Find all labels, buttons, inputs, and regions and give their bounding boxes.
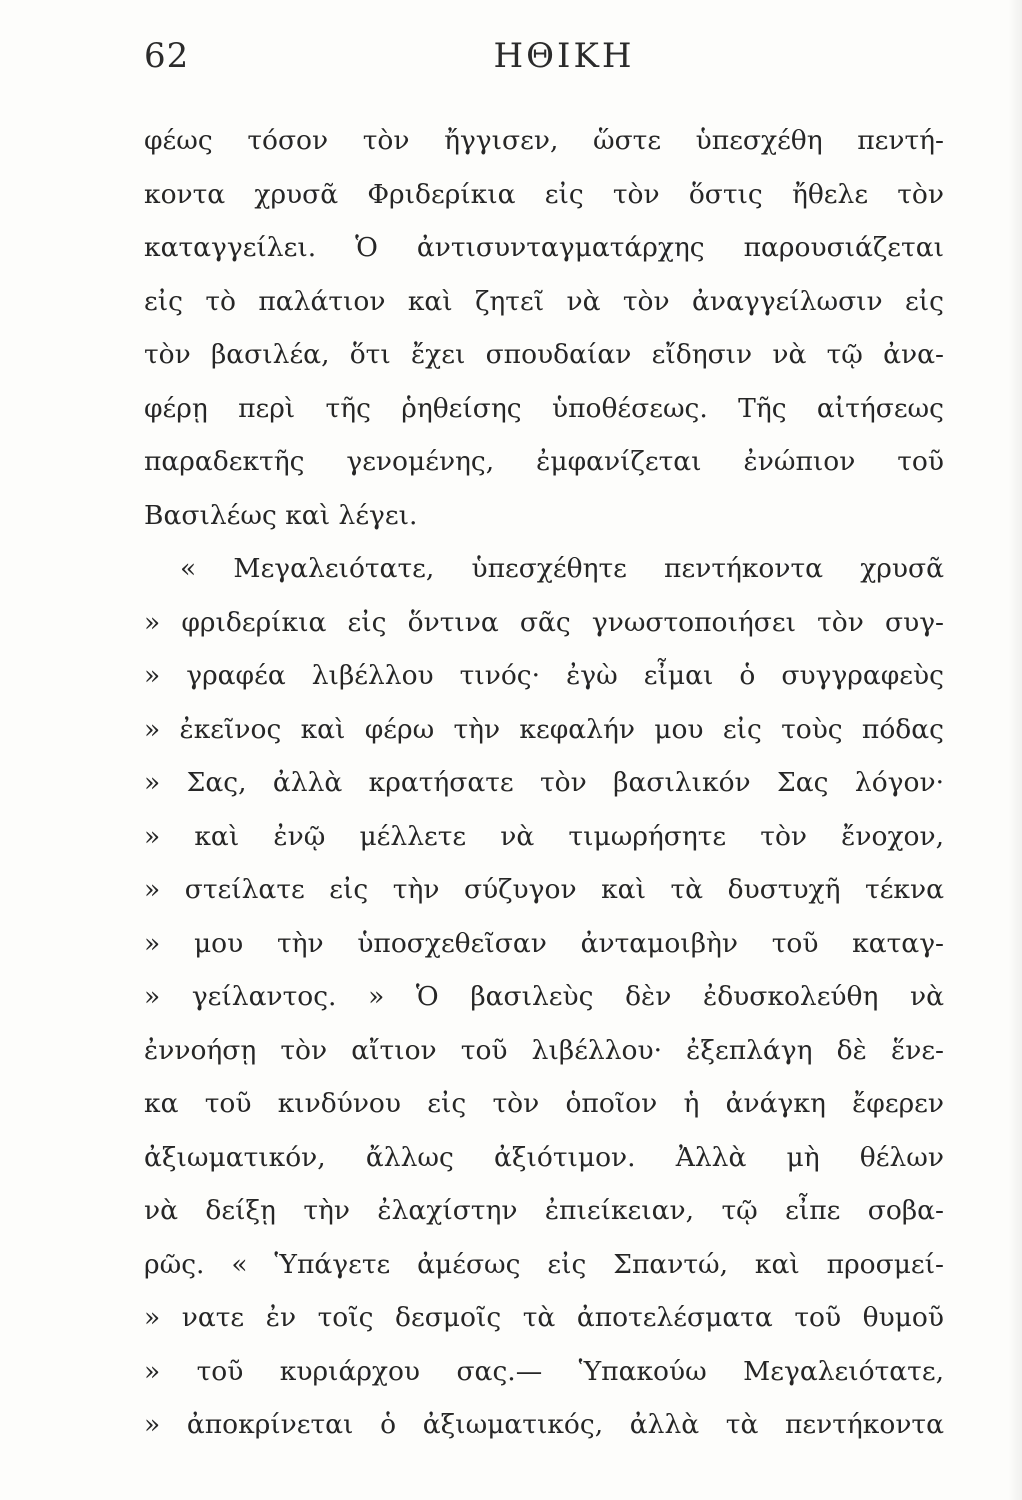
page-number: 62 <box>144 36 190 76</box>
text-line: ἐννοήσῃ τὸν αἴτιον τοῦ λιβέλλου· ἐξεπλάγη δὲ ἕνε- <box>144 1034 944 1066</box>
text-line: » Σας, ἀλλὰ κρατήσατε τὸν βασιλικόν Σας λόγον· <box>144 767 944 798</box>
text-line: τὸν βασιλέα, ὅτι ἔχει σπουδαίαν εἴδησιν νὰ τῷ ἀνα- <box>144 339 944 370</box>
text-line: » στείλατε εἰς τὴν σύζυγον καὶ τὰ δυστυχῆ τέκνα <box>144 874 944 905</box>
text-line: ἀξιωματικόν, ἄλλως ἀξιότιμον. Ἀλλὰ μὴ θέλων <box>144 1141 944 1173</box>
text-line: κα τοῦ κινδύνου εἰς τὸν ὁποῖον ἡ ἀνάγκη ἔφερεν <box>144 1088 944 1119</box>
text-line: » τοῦ κυριάρχου σας.— Ὑπακούω Μεγαλειότατε, <box>144 1355 944 1387</box>
body-text <box>144 114 944 1452</box>
text-line: φέρῃ περὶ τῆς ῥηθείσης ὑποθέσεως. Τῆς αἰτήσεως <box>144 392 944 424</box>
text-line: ρῶς. « Ὑπάγετε ἀμέσως εἰς Σπαντώ, καὶ προσμεί- <box>144 1248 944 1280</box>
text-line: νὰ δείξῃ τὴν ἐλαχίστην ἐπιείκειαν, τῷ εἶπε σοβα- <box>144 1195 944 1226</box>
text-line: παραδεκτῆς γενομένης, ἐμφανίζεται ἐνώπιον τοῦ <box>144 446 944 477</box>
text-line: κοντα χρυσᾶ Φριδερίκια εἰς τὸν ὅστις ἤθελε τὸν <box>144 178 944 210</box>
text-line: » ἐκεῖνος καὶ φέρω τὴν κεφαλήν μου εἰς τοὺς πόδας <box>144 713 944 745</box>
text-line: » γραφέα λιβέλλου τινός· ἐγὼ εἶμαι ὁ συγγραφεὺς <box>144 660 944 691</box>
text-line: » καὶ ἐνῷ μέλλετε νὰ τιμωρήσητε τὸν ἔνοχον, <box>144 820 944 852</box>
text-line: εἰς τὸ παλάτιον καὶ ζητεῖ νὰ τὸν ἀναγγείλωσιν εἰς <box>144 285 944 317</box>
page-edge-shadow <box>1008 0 1022 1500</box>
running-head <box>144 28 944 88</box>
text-line: Βασιλέως καὶ λέγει. <box>144 499 418 531</box>
text-line: » ἀποκρίνεται ὁ ἀξιωματικός, ἀλλὰ τὰ πεντήκοντα <box>144 1409 944 1440</box>
text-line: « Μεγαλειότατε, ὑπεσχέθητε πεντήκοντα χρυσᾶ <box>180 553 944 584</box>
text-line: » γείλαντος. » Ὁ βασιλεὺς δὲν ἐδυσκολεύθη νὰ <box>144 981 944 1012</box>
text-line: » μου τὴν ὑποσχεθεῖσαν ἀνταμοιβὴν τοῦ καταγ- <box>144 927 944 959</box>
text-line: καταγγείλει. Ὁ ἀντισυνταγματάρχης παρουσιάζεται <box>144 232 944 263</box>
text-line: » νατε ἐν τοῖς δεσμοῖς τὰ ἀποτελέσματα τοῦ θυμοῦ <box>144 1302 944 1333</box>
text-line: » φριδερίκια εἰς ὅντινα σᾶς γνωστοποιήσει τὸν συγ- <box>144 606 944 638</box>
page-title: ΗΘΙΚΗ <box>493 36 635 76</box>
text-line: φέως τόσον τὸν ἤγγισεν, ὥστε ὑπεσχέθη πεντή- <box>144 125 944 156</box>
